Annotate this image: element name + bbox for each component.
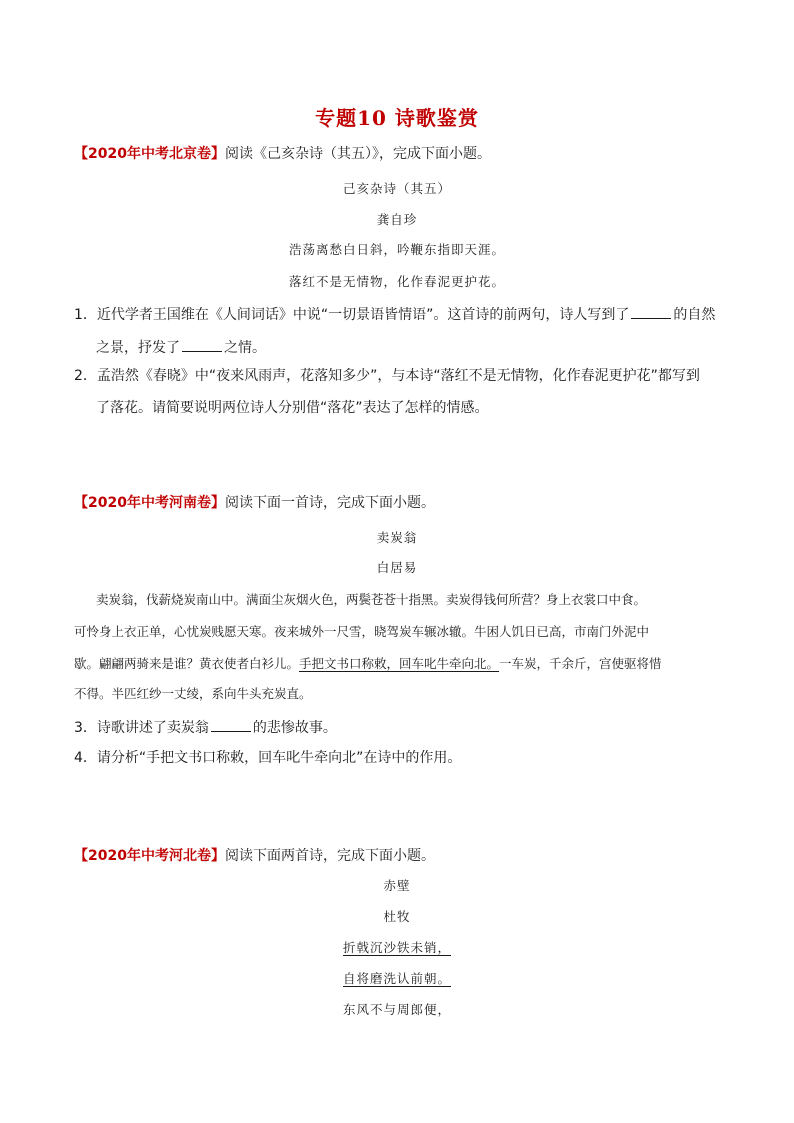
poem-author: 杜牧 [383,909,411,924]
section-3-heading [74,846,435,866]
answer-blank[interactable] [211,716,251,732]
poem-title: 卖炭翁 [376,530,418,545]
underlined-poem-text: 手把文书口称敕，回车叱牛牵向北。 [299,656,500,671]
poem-line [0,938,794,958]
section-intro: 阅读下面一首诗，完成下面小题。 [224,495,435,511]
poem-line: 落红不是无情物，化作春泥更护花。 [288,274,505,289]
poem-title: 己亥杂诗（其五） [342,181,451,196]
underlined-poem-text: 折戟沉沙铁未销， [342,940,451,955]
question-2-cont: 了落花。请简要说明两位诗人分别借“落花”表达了怎样的情感。 [96,400,489,416]
section-intro: 阅读《己亥杂诗（其五）》，完成下面小题。 [224,146,491,162]
answer-blank[interactable] [182,336,222,352]
poem-body-line [74,654,662,674]
question-text: 之景，抒发了 [96,340,180,356]
source-tag: 【2020年中考北京卷】 [74,146,225,162]
section-2-heading [74,493,435,513]
section-intro: 阅读下面两首诗，完成下面小题。 [224,848,435,864]
answer-blank[interactable] [631,303,671,319]
poem-title: 赤壁 [383,878,411,893]
question-1-cont [96,336,266,358]
question-4: 4．请分析“手把文书口称敕，回车叱牛牵向北”在诗中的作用。 [74,750,462,766]
poem-body-line: 可怜身上衣正单，心忧炭贱愿天寒。夜来城外一尺雪，晓驾炭车辗冰辙。牛困人饥日已高，市南门外泥中 [74,624,650,639]
question-text: 3．诗歌讲述了卖炭翁 [74,720,209,736]
poem-text: 歇。翩翩两骑来是谁？黄衣使者白衫儿。 [74,656,300,671]
question-text: 1．近代学者王国维在《人间词话》中说“一切景语皆情语”。这首诗的前两句，诗人写到了 [74,307,630,323]
question-text: 之情。 [224,340,266,356]
underlined-poem-text: 自将磨洗认前朝。 [342,971,451,986]
question-3 [74,716,337,738]
page-title: 专题10 诗歌鉴赏 [315,106,479,130]
source-tag: 【2020年中考河南卷】 [74,495,225,511]
question-text: 的悲惨故事。 [252,720,337,736]
poem-body-line: 不得。半匹红纱一丈绫，系向牛头充炭直。 [74,686,312,701]
poem-line: 浩荡离愁白日斜，吟鞭东指即天涯。 [288,242,505,257]
poem-body-line: 卖炭翁，伐薪烧炭南山中。满面尘灰烟火色，两鬓苍苍十指黑。卖炭得钱何所营？身上衣裳口中食。 [96,592,647,607]
poem-line [0,969,794,989]
poem-text: 一车炭，千余斤，宫使驱将惜 [499,656,662,671]
poem-line: 东风不与周郎便， [342,1002,451,1017]
poem-author: 白居易 [376,560,418,575]
question-2: 2．孟浩然《春晓》中“夜来风雨声，花落知多少”，与本诗“落红不是无情物，化作春泥更护花”都写到 [74,368,700,384]
question-1 [74,303,715,325]
source-tag: 【2020年中考河北卷】 [74,848,225,864]
poem-author: 龚自珍 [376,212,418,227]
question-text: 的自然 [673,307,716,323]
section-1-heading [74,144,491,164]
